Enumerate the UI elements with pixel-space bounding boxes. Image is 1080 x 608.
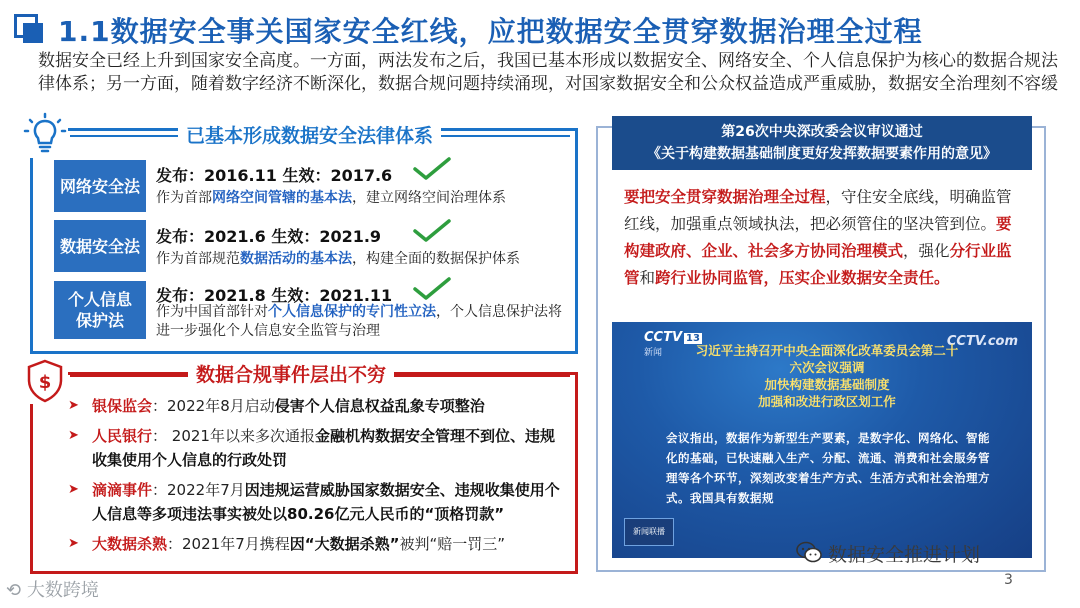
- watermark-left: ⟲ 大数跨境: [6, 580, 99, 601]
- policy-banner: [612, 116, 1032, 170]
- wechat-icon: [796, 541, 822, 563]
- news-program-badge: 新闻联播: [624, 518, 674, 546]
- check-icon: [412, 156, 452, 182]
- svg-text:$: $: [38, 372, 52, 393]
- shield-dollar-icon: [22, 358, 68, 404]
- arrow-right-icon: ➤: [68, 536, 79, 551]
- list-item: ➤ 银保监会：2022年8月启动侵害个人信息权益乱象专项整治: [68, 394, 568, 418]
- list-item: ➤ 滴滴事件：2022年7月因违规运营威胁国家数据安全、违规收集使用个人信息等多项违法事实被处以80.26亿元人民币的“顶格罚款”: [68, 478, 568, 526]
- title-square-icon: [14, 14, 44, 44]
- check-icon: [412, 276, 452, 302]
- law-label-cybersecurity: 网络安全法: [54, 160, 146, 212]
- intro-paragraph: 数据安全已经上升到国家安全高度。一方面，两法发布之后，我国已基本形成以数据安全、网络安全、个人信息保护为核心的数据合规法律体系；另一方面，随着数字经济不断深化，数据合规问题持续涌现，对国家数据安全和公众权益造成严重威胁，数据安全治理刻不容缓: [38, 51, 1058, 94]
- cctv-com-logo: CCTV.com: [946, 334, 1018, 349]
- law-section-heading: 已基本形成数据安全法律体系: [178, 121, 441, 148]
- news-headline: 习近平主持召开中央全面深化改革委员会第二十六次会议强调 加快构建数据基础制度 加强和改进行政区划工作: [695, 343, 959, 409]
- arrow-right-icon: ➤: [68, 428, 79, 443]
- law-desc-cybersecurity: 作为首部网络空间管辖的基本法，建立网络空间治理体系: [156, 190, 506, 206]
- banner-line-1: 第26次中央深改委会议审议通过: [721, 124, 923, 140]
- law-label-pipl: 个人信息 保护法: [54, 281, 146, 339]
- law-dates-datasecurity: 发布：2021.6 生效：2021.9: [156, 227, 382, 246]
- law-desc-pipl: 作为中国首部针对个人信息保护的专门性立法，个人信息保护法将进一步强化个人信息安全监管与治理: [156, 304, 562, 339]
- cctv-logo: CCTV 13 新闻: [644, 330, 700, 358]
- arrow-right-icon: ➤: [68, 398, 79, 413]
- policy-text: 要把安全贯穿数据治理全过程，守住安全底线，明确监管红线，加强重点领域执法，把必须管住的坚决管到位。要构建政府、企业、社会多方协同治理模式，强化分行业监管和跨行业协同监管，压实企业数据安全责任。: [624, 188, 1012, 287]
- list-item: ➤ 大数据杀熟：2021年7月携程因“大数据杀熟”被判“赔一罚三”: [68, 532, 568, 556]
- law-label-datasecurity: 数据安全法: [54, 220, 146, 272]
- law-dates-pipl: 发布：2021.8 生效：2021.11: [156, 286, 393, 305]
- page-number: 3: [1004, 572, 1013, 588]
- news-screenshot: [612, 322, 1032, 558]
- banner-line-2: 《关于构建数据基础制度更好发挥数据要素作用的意见》: [647, 146, 997, 162]
- check-icon: [412, 218, 452, 244]
- news-body: 会议指出，数据作为新型生产要素，是数字化、网络化、智能化的基础，已快速融入生产、分配、流通、消费和社会服务管理等各个环节，深刻改变着生产方式、生活方式和社会治理方式。我国具有数据规: [666, 431, 990, 505]
- law-dates-cybersecurity: 发布：2016.11 生效：2017.6: [156, 166, 393, 185]
- event-list: [68, 394, 568, 562]
- list-item: ➤ 人民银行： 2021年以来多次通报金融机构数据安全管理不到位、违规收集使用个人信息的行政处罚: [68, 424, 568, 472]
- lightbulb-icon: [22, 112, 68, 158]
- law-desc-datasecurity: 作为首部规范数据活动的基本法，构建全面的数据保护体系: [156, 251, 520, 267]
- slide-title: 1.1数据安全事关国家安全红线，应把数据安全贯穿数据治理全过程: [58, 15, 923, 48]
- watermark-right: 数据安全推进计划: [828, 544, 981, 566]
- slide-title-row: [14, 8, 1074, 48]
- arrow-right-icon: ➤: [68, 482, 79, 497]
- brand-logo-icon: ⟲: [6, 580, 22, 601]
- event-section-heading: 数据合规事件层出不穷: [188, 360, 394, 387]
